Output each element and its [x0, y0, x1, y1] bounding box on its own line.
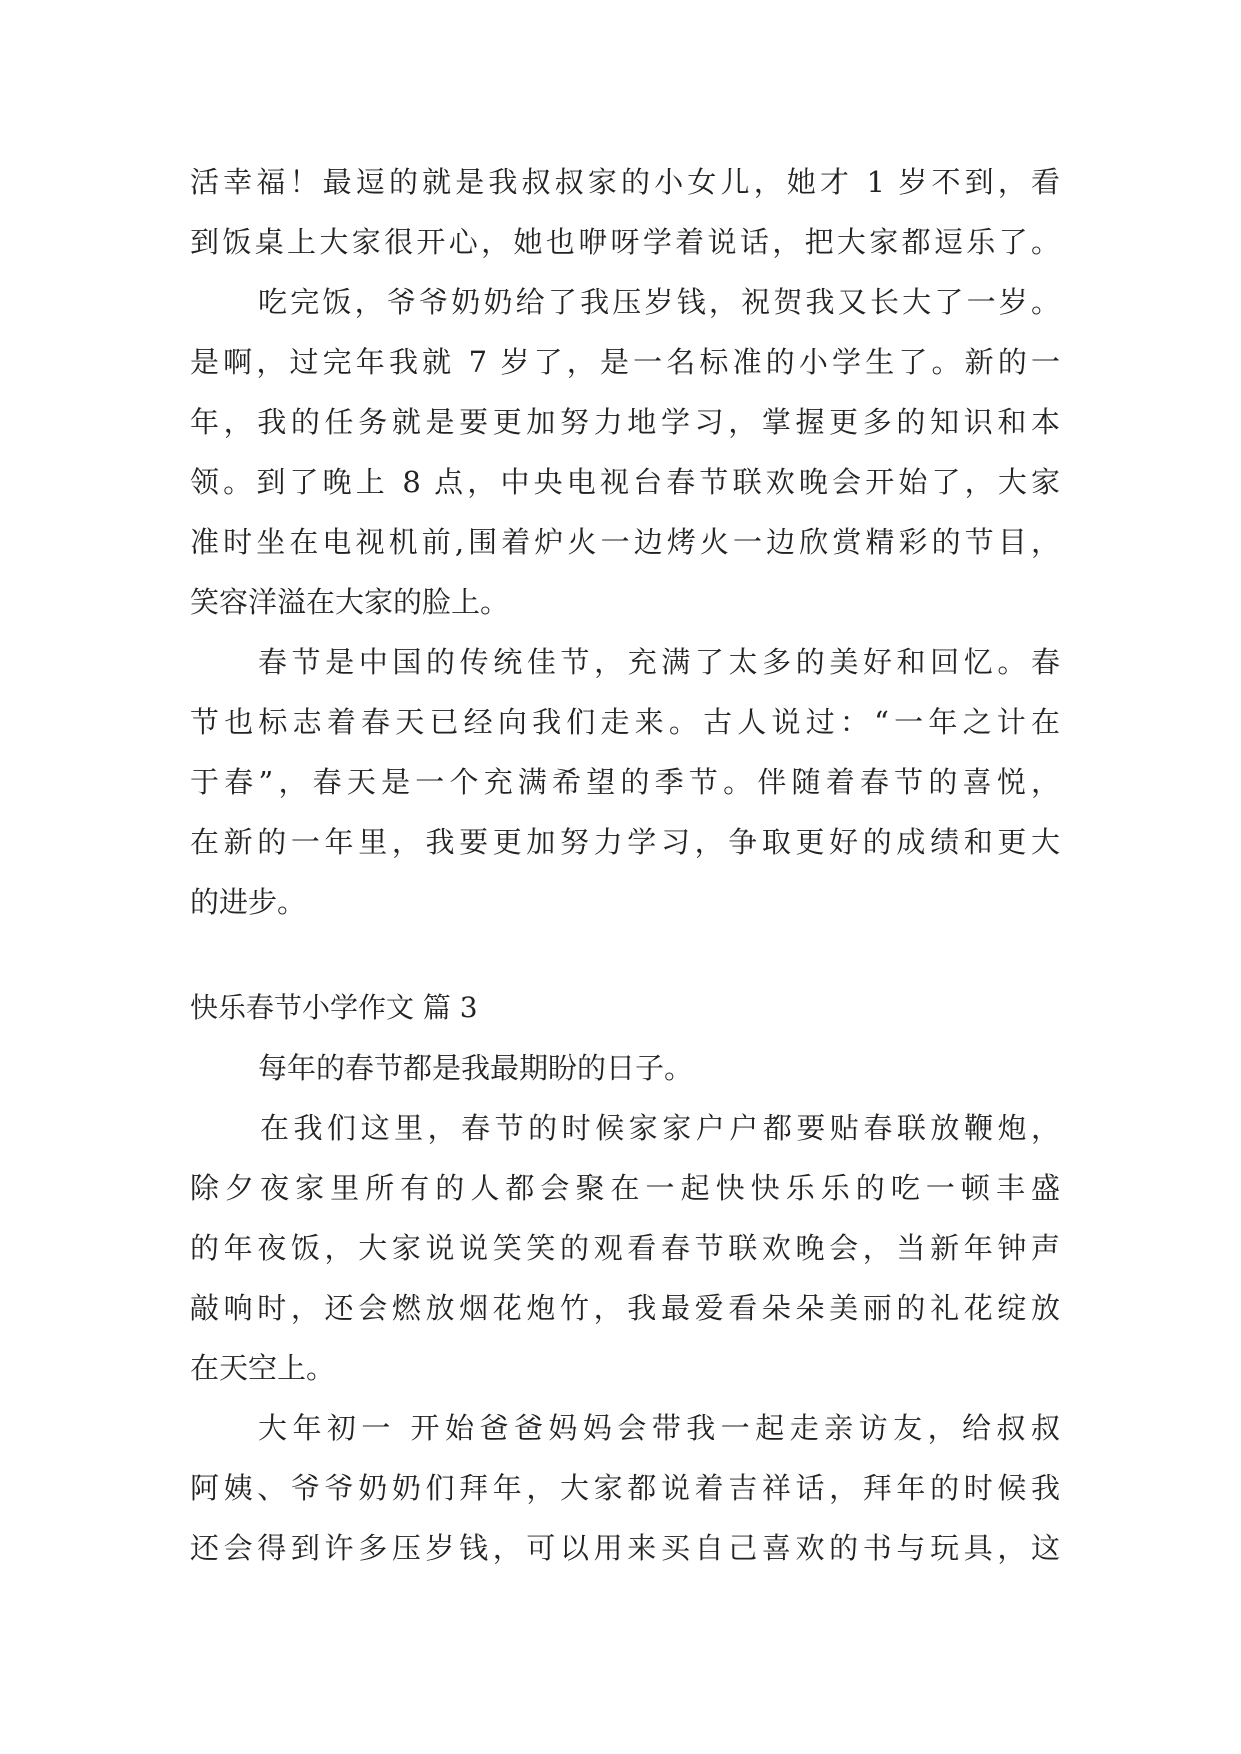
body-text-line: 准时坐在电视机前,围着炉火一边烤火一边欣赏精彩的节目，	[190, 525, 1060, 559]
body-text-line: 到饭桌上大家很开心，她也咿呀学着说话，把大家都逗乐了。	[190, 225, 1060, 259]
body-text-line: 敲响时，还会燃放烟花炮竹，我最爱看朵朵美丽的礼花绽放	[190, 1291, 1060, 1325]
paragraph-first-line: 大年初一 开始爸爸妈妈会带我一起走亲访友，给叔叔	[258, 1411, 1060, 1445]
paragraph-first-line: 春节是中国的传统佳节，充满了太多的美好和回忆。春	[258, 645, 1060, 679]
body-text-line: 节也标志着春天已经向我们走来。古人说过：“一年之计在	[190, 705, 1060, 739]
body-text-line: 活幸福！最逗的就是我叔叔家的小女儿，她才 1 岁不到，看	[190, 165, 1060, 199]
section-heading: 快乐春节小学作文 篇 3	[190, 991, 478, 1024]
body-text-line: 于春”，春天是一个充满希望的季节。伴随着春节的喜悦，	[190, 765, 1060, 799]
body-text-line: 除夕夜家里所有的人都会聚在一起快快乐乐的吃一顿丰盛	[190, 1171, 1060, 1205]
body-text-line: 在新的一年里，我要更加努力学习，争取更好的成绩和更大	[190, 825, 1060, 859]
body-text-line: 领。到了晚上 8 点，中央电视台春节联欢晚会开始了，大家	[190, 465, 1060, 499]
paragraph-first-line: 吃完饭，爷爷奶奶给了我压岁钱，祝贺我又长大了一岁。	[258, 285, 1060, 319]
body-text-line: 年，我的任务就是要更加努力地学习，掌握更多的知识和本	[190, 405, 1060, 439]
body-text-line: 的年夜饭，大家说说笑笑的观看春节联欢晚会，当新年钟声	[190, 1231, 1060, 1265]
body-text-line: 是啊，过完年我就 7 岁了，是一名标准的小学生了。新的一	[190, 345, 1060, 379]
body-text-line: 笑容洋溢在大家的脸上。	[190, 585, 510, 619]
body-text-line: 阿姨、爷爷奶奶们拜年，大家都说着吉祥话，拜年的时候我	[190, 1471, 1060, 1505]
paragraph-first-line: 在我们这里，春节的时候家家户户都要贴春联放鞭炮，	[260, 1111, 1060, 1145]
body-text-line: 还会得到许多压岁钱，可以用来买自己喜欢的书与玩具，这	[190, 1531, 1060, 1565]
body-text-line: 的进步。	[190, 885, 307, 919]
paragraph-first-line: 每年的春节都是我最期盼的日子。	[258, 1051, 694, 1085]
body-text-line: 在天空上。	[190, 1351, 336, 1385]
